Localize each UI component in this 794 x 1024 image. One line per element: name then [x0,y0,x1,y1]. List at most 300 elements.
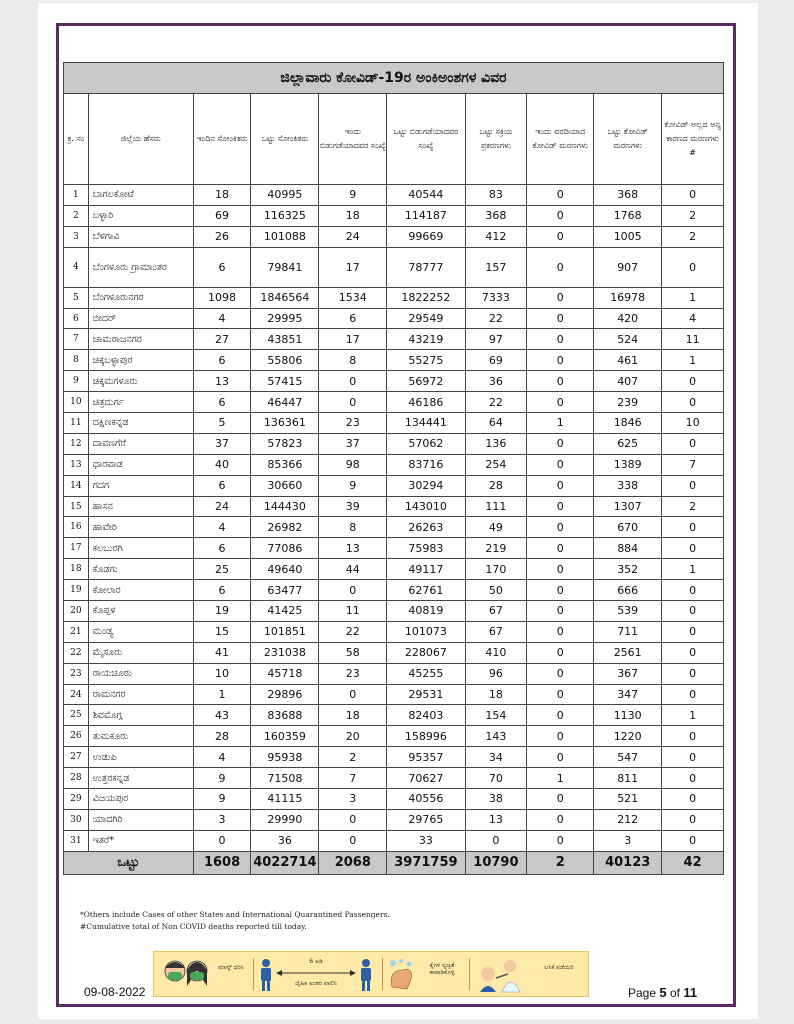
row-today-discharged: 9 [319,475,387,496]
row-total-deaths: 811 [594,768,662,789]
row-total-deaths: 239 [594,392,662,413]
row-total-discharged: 46186 [387,392,465,413]
row-district: ಕೊಡಗು [88,559,193,580]
totals-today-discharged: 2068 [319,851,387,874]
row-non-covid-deaths: 0 [662,601,724,622]
row-total-cases: 83688 [251,705,319,726]
row-active: 219 [465,538,527,559]
row-today-cases: 41 [193,642,251,663]
row-today-cases: 9 [193,768,251,789]
row-active: 0 [465,830,527,851]
row-total-discharged: 134441 [387,413,465,434]
row-today-cases: 24 [193,496,251,517]
table-row [64,185,724,206]
row-total-deaths: 420 [594,308,662,329]
row-today-deaths: 1 [527,768,594,789]
row-today-discharged: 8 [319,350,387,371]
row-total-cases: 41115 [251,789,319,810]
row-sl: 4 [64,247,89,287]
row-today-discharged: 0 [319,684,387,705]
row-total-cases: 43851 [251,329,319,350]
row-sl: 31 [64,830,89,851]
row-non-covid-deaths: 0 [662,663,724,684]
row-today-cases: 26 [193,226,251,247]
table-title: ಜಿಲ್ಲಾವಾರು ಕೋವಿಡ್‌-19ರ ಅಂಕಿಅಂಶಗಳ ವಿವರ [64,63,724,94]
row-today-deaths: 0 [527,684,594,705]
row-sl: 2 [64,205,89,226]
table-row [64,580,724,601]
row-total-deaths: 347 [594,684,662,705]
table-row [64,454,724,475]
table-row [64,226,724,247]
row-district: ಶಿವಮೊಗ್ಗ [88,705,193,726]
table-row [64,496,724,517]
row-total-deaths: 368 [594,185,662,206]
covid-advisory-banner [153,951,589,997]
row-total-discharged: 83716 [387,454,465,475]
row-today-cases: 4 [193,308,251,329]
row-non-covid-deaths: 0 [662,580,724,601]
table-row [64,308,724,329]
row-district: ಇತರೆ* [88,830,193,851]
row-total-discharged: 49117 [387,559,465,580]
row-total-discharged: 114187 [387,205,465,226]
row-non-covid-deaths: 0 [662,747,724,768]
row-active: 7333 [465,287,527,308]
row-total-cases: 79841 [251,247,319,287]
row-today-deaths: 0 [527,475,594,496]
row-today-discharged: 0 [319,809,387,830]
row-today-cases: 6 [193,538,251,559]
row-sl: 21 [64,621,89,642]
row-district: ಗದಗ [88,475,193,496]
row-district: ಕಲಬುರಗಿ [88,538,193,559]
row-total-cases: 136361 [251,413,319,434]
row-non-covid-deaths: 0 [662,433,724,454]
row-today-cases: 25 [193,559,251,580]
table-row [64,413,724,434]
row-today-cases: 69 [193,205,251,226]
row-total-discharged: 26263 [387,517,465,538]
header-sl: ಕ್ರ. ಸಂ [64,94,89,185]
row-active: 254 [465,454,527,475]
row-sl: 11 [64,413,89,434]
table-row [64,205,724,226]
table-row [64,747,724,768]
person-icon [258,958,274,992]
totals-total-discharged: 3971759 [387,851,465,874]
row-active: 170 [465,559,527,580]
row-total-cases: 63477 [251,580,319,601]
row-active: 22 [465,308,527,329]
row-district: ಬಳ್ಳಾರಿ [88,205,193,226]
row-today-discharged: 22 [319,621,387,642]
row-sl: 20 [64,601,89,622]
row-total-deaths: 16978 [594,287,662,308]
table-row [64,684,724,705]
totals-total-cases: 4022714 [251,851,319,874]
page-prefix: Page [628,986,657,1000]
row-total-deaths: 3 [594,830,662,851]
row-total-discharged: 1822252 [387,287,465,308]
row-today-deaths: 0 [527,559,594,580]
table-row [64,392,724,413]
row-today-discharged: 39 [319,496,387,517]
row-today-deaths: 0 [527,621,594,642]
row-total-discharged: 158996 [387,726,465,747]
table-row [64,642,724,663]
row-total-cases: 49640 [251,559,319,580]
table-row [64,287,724,308]
row-non-covid-deaths: 0 [662,247,724,287]
row-non-covid-deaths: 2 [662,496,724,517]
row-district: ಹಾಸನ [88,496,193,517]
totals-row [64,851,724,874]
table-row [64,789,724,810]
row-today-deaths: 0 [527,454,594,475]
row-today-deaths: 0 [527,350,594,371]
row-active: 50 [465,580,527,601]
row-district: ಚಿಕ್ಕಬಳ್ಳಾಪುರ [88,350,193,371]
row-total-discharged: 40819 [387,601,465,622]
banner-divider [253,958,254,990]
row-non-covid-deaths: 0 [662,517,724,538]
row-non-covid-deaths: 1 [662,350,724,371]
row-sl: 23 [64,663,89,684]
row-today-cases: 27 [193,329,251,350]
row-today-deaths: 0 [527,308,594,329]
row-total-discharged: 99669 [387,226,465,247]
table-row [64,433,724,454]
row-total-cases: 101088 [251,226,319,247]
row-sl: 6 [64,308,89,329]
row-total-deaths: 625 [594,433,662,454]
row-sl: 15 [64,496,89,517]
row-sl: 24 [64,684,89,705]
row-today-deaths: 0 [527,247,594,287]
row-sl: 22 [64,642,89,663]
header-non-covid-deaths: ಕೋವಿಡ್‌ ಅಲ್ಲದ ಅನ್ಯ ಕಾರಣದ ಮರಣಗಳು # [662,94,724,185]
table-row [64,538,724,559]
row-total-cases: 57415 [251,371,319,392]
row-today-cases: 37 [193,433,251,454]
row-today-discharged: 0 [319,371,387,392]
row-district: ವಿಜಯಪುರ [88,789,193,810]
row-today-cases: 3 [193,809,251,830]
page-current: 5 [659,985,667,1000]
row-district: ರಾಯಚೂರು [88,663,193,684]
row-total-deaths: 1307 [594,496,662,517]
table-row [64,350,724,371]
row-district: ಬೀದರ್ [88,308,193,329]
row-district: ಬೆಂಗಳೂರುನಗರ [88,287,193,308]
row-district: ದಕ್ಷಿಣಕನ್ನಡ [88,413,193,434]
row-today-deaths: 0 [527,789,594,810]
row-non-covid-deaths: 1 [662,705,724,726]
row-today-cases: 6 [193,350,251,371]
row-non-covid-deaths: 0 [662,789,724,810]
row-today-discharged: 98 [319,454,387,475]
row-total-cases: 46447 [251,392,319,413]
row-total-cases: 144430 [251,496,319,517]
row-non-covid-deaths: 0 [662,726,724,747]
row-total-discharged: 82403 [387,705,465,726]
row-district: ಉಡುಪಿ [88,747,193,768]
row-today-discharged: 44 [319,559,387,580]
row-active: 28 [465,475,527,496]
row-today-cases: 15 [193,621,251,642]
row-district: ಕೋಲಾರ [88,580,193,601]
totals-non-covid-deaths: 42 [662,851,724,874]
row-today-deaths: 0 [527,747,594,768]
row-non-covid-deaths: 0 [662,830,724,851]
report-date: 09-08-2022 [84,985,146,999]
row-total-deaths: 338 [594,475,662,496]
row-active: 67 [465,621,527,642]
row-sl: 7 [64,329,89,350]
row-today-discharged: 58 [319,642,387,663]
banner-mask-text: ಮಾಸ್ಕ್ ಧರಿಸಿ [218,964,244,971]
row-today-cases: 28 [193,726,251,747]
row-total-deaths: 670 [594,517,662,538]
row-non-covid-deaths: 1 [662,287,724,308]
totals-today-cases: 1608 [193,851,251,874]
row-total-deaths: 539 [594,601,662,622]
row-non-covid-deaths: 0 [662,768,724,789]
table-row [64,559,724,580]
totals-active: 10790 [465,851,527,874]
row-today-discharged: 24 [319,226,387,247]
row-today-deaths: 0 [527,205,594,226]
row-sl: 8 [64,350,89,371]
row-total-deaths: 666 [594,580,662,601]
vaccination-icon [474,956,530,994]
row-today-cases: 9 [193,789,251,810]
row-today-deaths: 0 [527,705,594,726]
table-row [64,247,724,287]
row-non-covid-deaths: 2 [662,205,724,226]
table-row [64,705,724,726]
row-total-cases: 29990 [251,809,319,830]
row-total-deaths: 524 [594,329,662,350]
row-total-deaths: 1130 [594,705,662,726]
row-total-deaths: 907 [594,247,662,287]
row-total-cases: 26982 [251,517,319,538]
row-total-discharged: 228067 [387,642,465,663]
row-today-discharged: 8 [319,517,387,538]
row-today-deaths: 0 [527,663,594,684]
row-total-discharged: 56972 [387,371,465,392]
row-district: ಕೊಪ್ಪಳ [88,601,193,622]
banner-distance-bottom: ದೈಹಿಕ ಅಂತರ ಪಾಲಿಸಿ [295,980,337,987]
row-today-deaths: 0 [527,809,594,830]
row-today-cases: 5 [193,413,251,434]
table-row [64,809,724,830]
totals-label: ಒಟ್ಟು [64,851,194,874]
row-active: 368 [465,205,527,226]
row-total-discharged: 70627 [387,768,465,789]
row-non-covid-deaths: 0 [662,185,724,206]
row-today-deaths: 0 [527,580,594,601]
row-today-deaths: 0 [527,726,594,747]
table-row [64,601,724,622]
row-total-cases: 30660 [251,475,319,496]
header-district: ಜಿಲ್ಲೆಯ ಹೆಸರು [88,94,193,185]
row-total-cases: 95938 [251,747,319,768]
row-district: ಹಾವೇರಿ [88,517,193,538]
row-active: 412 [465,226,527,247]
row-total-deaths: 407 [594,371,662,392]
row-today-deaths: 0 [527,185,594,206]
row-total-cases: 55806 [251,350,319,371]
banner-distance-top: 6 ಅಡಿ [309,958,323,965]
row-district: ಉತ್ತರಕನ್ನಡ [88,768,193,789]
row-today-cases: 10 [193,663,251,684]
footnote-others: *Others include Cases of other States and International Quarantined Passengers. [80,910,390,919]
row-total-discharged: 55275 [387,350,465,371]
row-active: 410 [465,642,527,663]
row-district: ಬಾಗಲಕೋಟೆ [88,185,193,206]
hand-wash-icon [387,957,417,993]
row-today-deaths: 0 [527,601,594,622]
row-total-deaths: 1846 [594,413,662,434]
row-total-discharged: 75983 [387,538,465,559]
table-row [64,768,724,789]
row-total-deaths: 367 [594,663,662,684]
header-total-discharged: ಒಟ್ಟು ಬಿಡುಗಡೆಯಾದವರ ಸಂಖ್ಯೆ [387,94,465,185]
banner-hands-text: ಕೈಗಳ ಸ್ವಚ್ಛತೆ ಕಾಪಾಡಿಕೊಳ್ಳಿ [429,962,455,976]
row-active: 111 [465,496,527,517]
table-row [64,517,724,538]
row-total-discharged: 62761 [387,580,465,601]
row-non-covid-deaths: 0 [662,642,724,663]
row-today-discharged: 23 [319,413,387,434]
row-total-cases: 40995 [251,185,319,206]
row-active: 96 [465,663,527,684]
row-today-cases: 6 [193,580,251,601]
row-non-covid-deaths: 1 [662,559,724,580]
row-district: ಚಾಮರಾಜನಗರ [88,329,193,350]
row-non-covid-deaths: 0 [662,475,724,496]
header-today-cases: ಇಂದಿನ ಸೋಂಕಿತರು [193,94,251,185]
row-total-cases: 29896 [251,684,319,705]
row-active: 18 [465,684,527,705]
row-total-deaths: 1389 [594,454,662,475]
row-total-discharged: 29549 [387,308,465,329]
row-today-discharged: 2 [319,747,387,768]
row-total-deaths: 1005 [594,226,662,247]
row-today-discharged: 6 [319,308,387,329]
table-row [64,663,724,684]
row-total-cases: 45718 [251,663,319,684]
row-non-covid-deaths: 0 [662,538,724,559]
row-non-covid-deaths: 10 [662,413,724,434]
row-active: 83 [465,185,527,206]
row-today-discharged: 37 [319,433,387,454]
row-active: 49 [465,517,527,538]
banner-divider [382,958,383,990]
row-today-cases: 0 [193,830,251,851]
row-active: 36 [465,371,527,392]
face-mask-icon [162,956,210,994]
person-icon [358,958,374,992]
row-district: ಬೆಳಗಾವಿ [88,226,193,247]
row-total-deaths: 521 [594,789,662,810]
row-district: ಬೆಂಗಳೂರು ಗ್ರಾಮಾಂತರ [88,247,193,287]
distance-arrow-icon [276,968,356,978]
row-total-deaths: 212 [594,809,662,830]
row-sl: 16 [64,517,89,538]
table-row [64,726,724,747]
row-total-discharged: 29531 [387,684,465,705]
row-today-cases: 6 [193,392,251,413]
row-active: 22 [465,392,527,413]
row-sl: 28 [64,768,89,789]
row-today-cases: 19 [193,601,251,622]
row-active: 136 [465,433,527,454]
row-district: ದಾವಣಗೆರೆ [88,433,193,454]
row-district: ಮಂಡ್ಯ [88,621,193,642]
row-total-cases: 77086 [251,538,319,559]
row-total-discharged: 143010 [387,496,465,517]
row-sl: 13 [64,454,89,475]
row-non-covid-deaths: 0 [662,684,724,705]
page-of: of [669,986,680,1000]
row-total-discharged: 57062 [387,433,465,454]
row-district: ತುಮಕೂರು [88,726,193,747]
row-today-cases: 4 [193,747,251,768]
row-today-discharged: 0 [319,830,387,851]
row-sl: 30 [64,809,89,830]
row-total-cases: 57823 [251,433,319,454]
row-active: 34 [465,747,527,768]
row-sl: 29 [64,789,89,810]
row-today-cases: 18 [193,185,251,206]
header-today-deaths: ಇಂದು ವರದಿಯಾದ ಕೋವಿಡ್‌ ಮರಣಗಳು [527,94,594,185]
row-total-discharged: 101073 [387,621,465,642]
row-district: ಚಿತ್ರದುರ್ಗ [88,392,193,413]
row-total-deaths: 547 [594,747,662,768]
row-today-discharged: 20 [319,726,387,747]
row-non-covid-deaths: 0 [662,371,724,392]
row-active: 70 [465,768,527,789]
row-today-deaths: 0 [527,392,594,413]
row-today-deaths: 0 [527,287,594,308]
row-total-discharged: 29765 [387,809,465,830]
row-total-discharged: 43219 [387,329,465,350]
row-today-discharged: 7 [319,768,387,789]
row-total-cases: 231038 [251,642,319,663]
row-non-covid-deaths: 0 [662,392,724,413]
row-active: 143 [465,726,527,747]
row-sl: 17 [64,538,89,559]
row-district: ಚಿಕ್ಕಮಗಳೂರು [88,371,193,392]
row-today-deaths: 0 [527,226,594,247]
row-today-deaths: 0 [527,433,594,454]
table-row [64,621,724,642]
row-today-deaths: 0 [527,538,594,559]
row-today-discharged: 9 [319,185,387,206]
row-total-deaths: 1220 [594,726,662,747]
row-total-discharged: 45255 [387,663,465,684]
row-sl: 3 [64,226,89,247]
row-district: ಮೈಸೂರು [88,642,193,663]
row-non-covid-deaths: 4 [662,308,724,329]
row-total-deaths: 2561 [594,642,662,663]
row-today-cases: 1 [193,684,251,705]
row-today-discharged: 18 [319,205,387,226]
row-sl: 9 [64,371,89,392]
